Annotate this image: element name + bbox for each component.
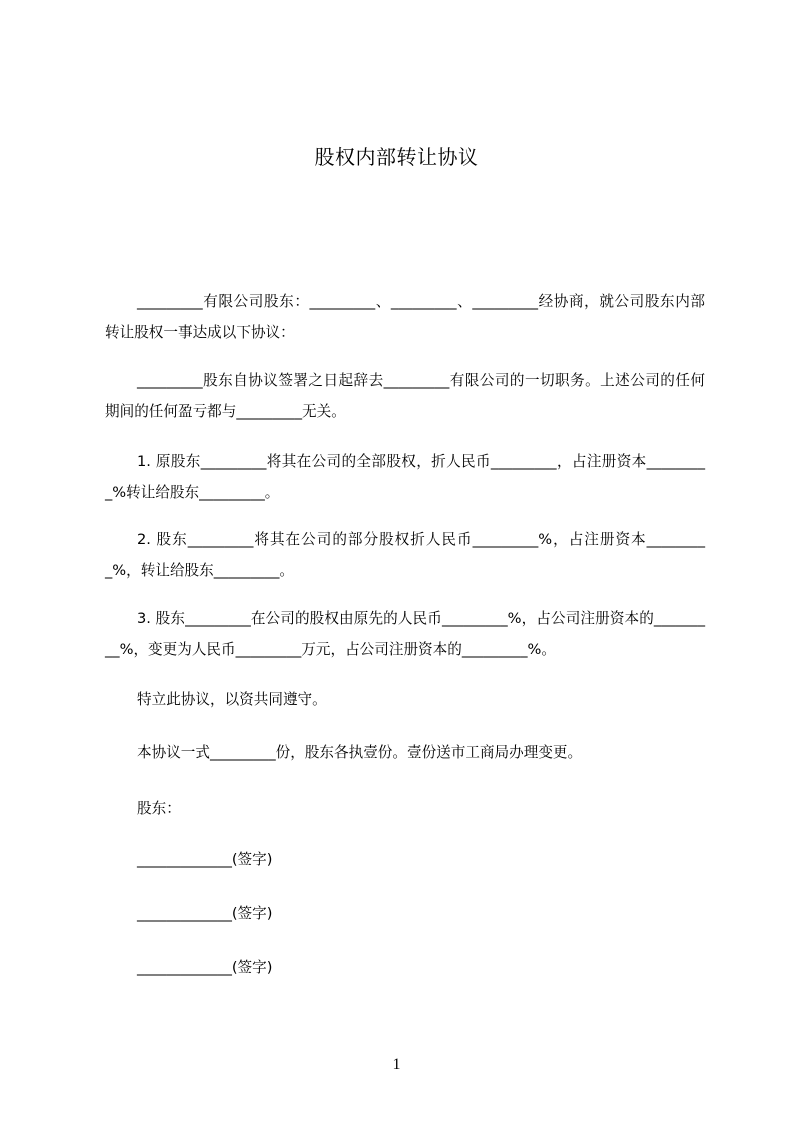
shareholders-label: 股东： [137,800,181,817]
clause-2-paragraph: 2. 股东_________将其在公司的部分股权折人民币_________%，占注册资本_________%，转让给股东_________。 [105,531,705,579]
intro-paragraph: _________有限公司股东：_________、_________、_________经协商，就公司股东内部转让股权一事达成以下协议： [105,293,705,341]
signature-line-2: _____________(签字) [137,905,273,922]
signature-line-3: _____________(签字) [137,959,273,976]
clause-3-paragraph: 3. 股东_________在公司的股权由原先的人民币_________%，占公司注册资本的_________%，变更为人民币_________万元，占公司注册资本的_________%。 [105,610,705,658]
document-title: 股权内部转让协议 [314,145,479,169]
signature-line-1: _____________(签字) [137,851,273,868]
clause-1-paragraph: 1. 原股东_________将其在公司的全部股权，折人民币_________，占注册资本_________%转让给股东_________。 [105,453,705,501]
page-number: 1 [392,1056,401,1073]
resignation-paragraph: _________股东自协议签署之日起辞去_________有限公司的一切职务。上述公司的任何期间的任何盈亏都与_________无关。 [105,372,705,420]
compliance-paragraph: 特立此协议，以资共同遵守。 [137,691,327,708]
copies-paragraph: 本协议一式_________份，股东各执壹份。壹份送市工商局办理变更。 [137,744,583,761]
